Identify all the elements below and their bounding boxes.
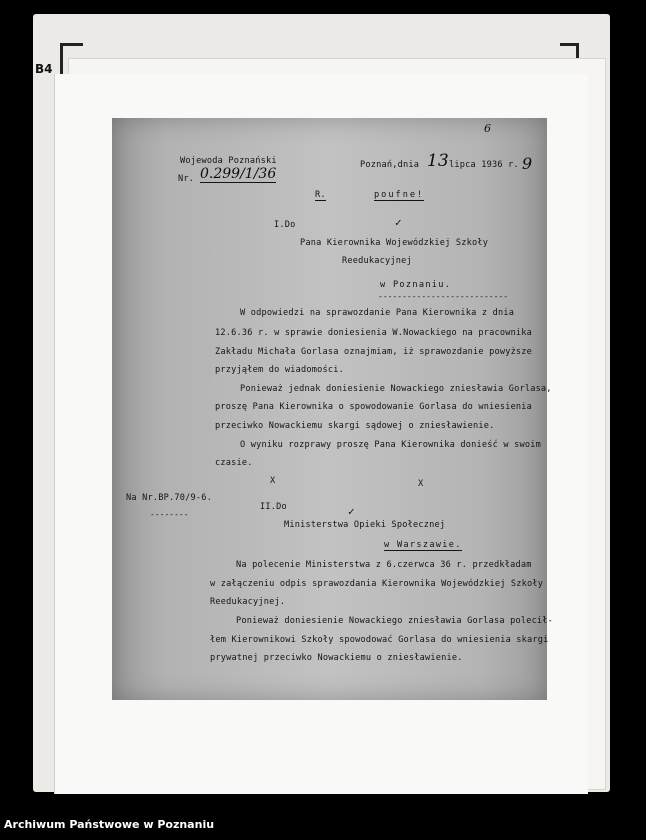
place-date-suffix: lipca 1936 r. <box>449 160 519 170</box>
p1-line4: przyjąłem do wiadomości. <box>215 365 344 375</box>
handwritten-number: 0.299/1/36 <box>200 166 277 182</box>
p4-line3: Reedukacyjnej. <box>210 597 286 607</box>
sender: Wojewoda Poznański <box>180 156 277 166</box>
p1-line3: Zakładu Michała Gorlasa oznajmiam, iż sprawozdanie powyższe <box>215 347 533 357</box>
mark-r: R. <box>315 190 326 200</box>
archive-footer: Archiwum Państwowe w Poznaniu <box>4 818 215 831</box>
p4-line1: Na polecenie Ministerstwa z 6.czerwca 36 r. przedkładam <box>236 560 532 570</box>
handwritten-year: 9 <box>522 154 533 173</box>
p5-line3: prywatnej przeciwko Nowackiemu o zniesławienie. <box>210 653 463 663</box>
handwritten-day: 13 <box>427 151 449 171</box>
place-date-prefix: Poznań,dnia <box>360 160 420 170</box>
recipient1-line2: Reedukacyjnej <box>342 256 412 266</box>
section-one: I.Do <box>274 220 296 230</box>
recipient2-line1: Ministerstwa Opieki Społecznej <box>284 520 446 530</box>
p1-line2: 12.6.36 r. w sprawie doniesienia W.Nowackiego na pracownika <box>215 328 533 338</box>
recipient2-line2: w Warszawie. <box>384 540 462 550</box>
reference-number: Na Nr.BP.70/9-6. <box>126 493 212 503</box>
document-scan <box>112 118 554 700</box>
x-mark-right: X <box>418 479 424 489</box>
check-mark-2: ✓ <box>348 505 355 518</box>
p2-line2: proszę Pana Kierownika o spowodowanie Gorlasa do wniesienia <box>215 402 533 412</box>
corner-handwritten-number: 6 <box>484 122 491 135</box>
dash-underline: --------------------------- <box>378 292 509 301</box>
p1-line1: W odpowiedzi na sprawozdanie Pana Kierownika z dnia <box>240 308 515 318</box>
p4-line2: w załączeniu odpis sprawozdania Kierownika Wojewódzkiej Szkoły <box>210 579 544 589</box>
x-mark-left: X <box>270 476 276 486</box>
confidential-mark: poufne! <box>374 190 425 200</box>
p2-line1: Ponieważ jednak doniesienie Nowackiego zniesławia Gorlasa, <box>240 384 552 394</box>
plate-label: B4 <box>35 62 53 76</box>
reference-dashes: -------- <box>150 510 189 519</box>
nr-label: Nr. <box>178 174 195 184</box>
p5-line2: łem Kierownikowi Szkoły spowodować Gorlasa do wniesienia skargi <box>210 635 549 645</box>
p3-line2: czasie. <box>215 458 253 468</box>
section-two: II.Do <box>260 502 287 512</box>
p3-line1: O wyniku rozprawy proszę Pana Kierownika donieść w swoim <box>240 440 541 450</box>
recipient1-line1: Pana Kierownika Wojewódzkiej Szkoły <box>300 238 489 248</box>
p5-line1: Ponieważ doniesienie Nowackiego zniesławia Gorlasa polecił- <box>236 616 554 626</box>
recipient1-line3: w Poznaniu. <box>380 280 452 290</box>
check-mark: ✓ <box>395 216 402 229</box>
p2-line3: przeciwko Nowackiemu skargi sądowej o zniesławienie. <box>215 421 495 431</box>
